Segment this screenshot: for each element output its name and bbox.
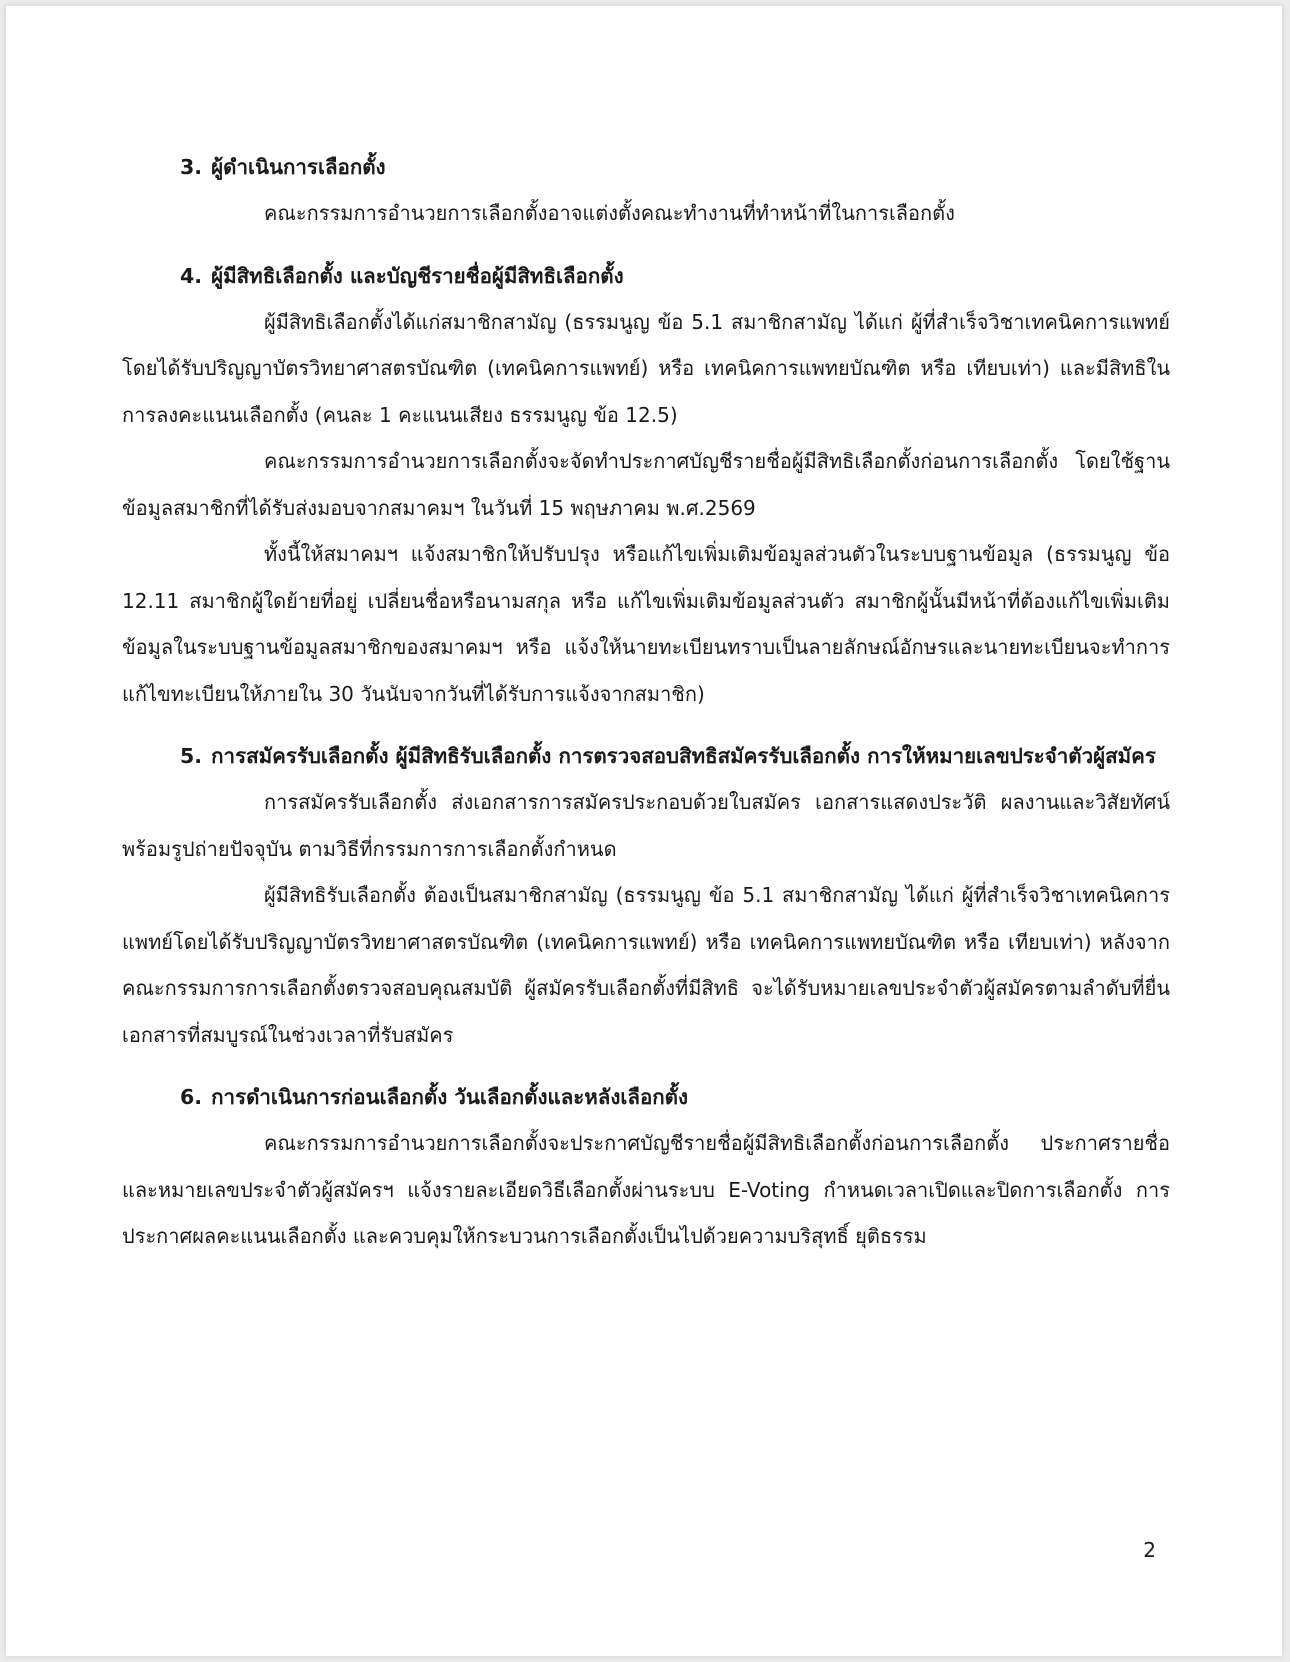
section-5 <box>122 733 1170 1058</box>
section-number: 3. <box>180 155 203 179</box>
paragraph: คณะกรรมการอำนวยการเลือกตั้งจะจัดทำประกาศบัญชีรายชื่อผู้มีสิทธิเลือกตั้งก่อนการเลือกตั้ง โดยใช้ฐานข้อมูลสมาชิกที่ได้รับส่งมอบจากสมาคมฯ ในวันที่ 15 พฤษภาคม พ.ศ.2569 <box>122 449 1170 520</box>
page-number: 2 <box>1143 1538 1156 1562</box>
section-title: ผู้ดำเนินการเลือกตั้ง <box>211 155 386 179</box>
section-number: 6. <box>180 1085 203 1109</box>
section-number: 5. <box>180 744 203 768</box>
section-title: การสมัครรับเลือกตั้ง ผู้มีสิทธิรับเลือกตั้ง การตรวจสอบสิทธิสมัครรับเลือกตั้ง การให้หมายเลขประจำตัวผู้สมัคร <box>211 744 1156 768</box>
paragraph: ผู้มีสิทธิรับเลือกตั้ง ต้องเป็นสมาชิกสามัญ (ธรรมนูญ ข้อ 5.1 สมาชิกสามัญ ได้แก่ ผู้ที่สำเร็จวิชาเทคนิคการแพทย์โดยได้รับปริญญาบัตรวิทยาศาสตรบัณฑิต (เทคนิคการแพทย์) หรือ เทคนิคการแพทยบัณฑิต หรือ เทียบเท่า) หลังจากคณะกรรมการการเลือกตั้งตรวจสอบคุณสมบัติ ผู้สมัครรับเลือกตั้งที่มีสิทธิ จะได้รับหมายเลขประจำตัวผู้สมัครตามลำดับที่ยื่นเอกสารที่สมบูรณ์ในช่วงเวลาที่รับสมัคร <box>122 883 1170 1047</box>
document-page <box>6 6 1282 1656</box>
section-6 <box>122 1074 1170 1260</box>
paragraph: คณะกรรมการอำนวยการเลือกตั้งจะประกาศบัญชีรายชื่อผู้มีสิทธิเลือกตั้งก่อนการเลือกตั้ง ประกาศรายชื่อและหมายเลขประจำตัวผู้สมัครฯ แจ้งรายละเอียดวิธีเลือกตั้งผ่านระบบ E-Voting กำหนดเวลาเปิดและปิดการเลือกตั้ง การประกาศผลคะแนนเลือกตั้ง และควบคุมให้กระบวนการเลือกตั้งเป็นไปด้วยความบริสุทธิ์ ยุติธรรม <box>122 1131 1170 1248</box>
section-heading <box>122 253 1170 299</box>
section-heading <box>122 733 1170 779</box>
paragraph: ผู้มีสิทธิเลือกตั้งได้แก่สมาชิกสามัญ (ธรรมนูญ ข้อ 5.1 สมาชิกสามัญ ได้แก่ ผู้ที่สำเร็จวิชาเทคนิคการแพทย์โดยได้รับปริญญาบัตรวิทยาศาสตรบัณฑิต (เทคนิคการแพทย์) หรือ เทคนิคการแพทยบัณฑิต หรือ เทียบเท่า) และมีสิทธิในการลงคะแนนเลือกตั้ง (คนละ 1 คะแนนเสียง ธรรมนูญ ข้อ 12.5) <box>122 309 1170 427</box>
section-heading <box>122 144 1170 190</box>
section-3 <box>122 144 1170 237</box>
section-4 <box>122 253 1170 718</box>
section-heading <box>122 1074 1170 1120</box>
document-body <box>122 144 1170 1276</box>
paragraph: ทั้งนี้ให้สมาคมฯ แจ้งสมาชิกให้ปรับปรุง หรือแก้ไขเพิ่มเติมข้อมูลส่วนตัวในระบบฐานข้อมูล (ธรรมนูญ ข้อ 12.11 สมาชิกผู้ใดย้ายที่อยู่ เปลี่ยนชื่อหรือนามสกุล หรือ แก้ไขเพิ่มเติมข้อมูลส่วนตัว สมาชิกผู้นั้นมีหน้าที่ต้องแก้ไขเพิ่มเติมข้อมูลในระบบฐานข้อมูลสมาชิกของสมาคมฯ หรือ แจ้งให้นายทะเบียนทราบเป็นลายลักษณ์อักษรและนายทะเบียนจะทำการแก้ไขทะเบียนให้ภายใน 30 วันนับจากวันที่ได้รับการแจ้งจากสมาชิก) <box>122 542 1170 706</box>
paragraph: การสมัครรับเลือกตั้ง ส่งเอกสารการสมัครประกอบด้วยใบสมัคร เอกสารแสดงประวัติ ผลงานและวิสัยทัศน์ พร้อมรูปถ่ายปัจจุบัน ตามวิธีที่กรรมการการเลือกตั้งกำหนด <box>122 790 1170 861</box>
section-title: ผู้มีสิทธิเลือกตั้ง และบัญชีรายชื่อผู้มีสิทธิเลือกตั้ง <box>211 263 624 288</box>
paragraph: คณะกรรมการอำนวยการเลือกตั้งอาจแต่งตั้งคณะทำงานที่ทำหน้าที่ในการเลือกตั้ง <box>264 201 955 225</box>
section-title: การดำเนินการก่อนเลือกตั้ง วันเลือกตั้งและหลังเลือกตั้ง <box>211 1085 688 1109</box>
section-number: 4. <box>180 263 203 288</box>
